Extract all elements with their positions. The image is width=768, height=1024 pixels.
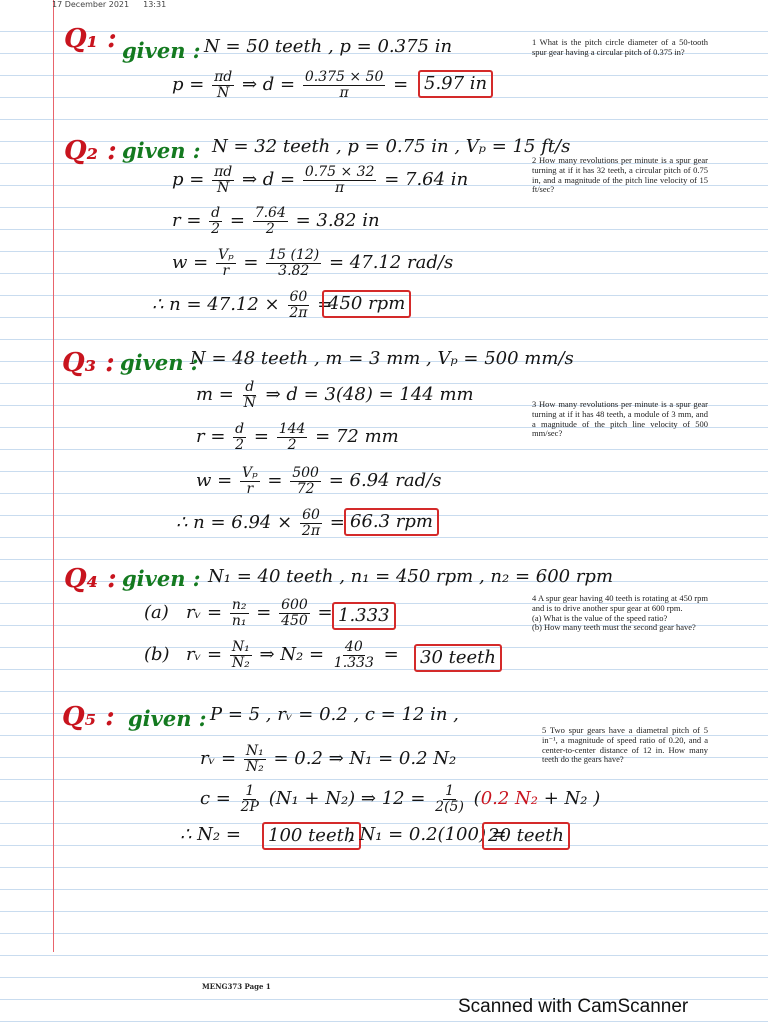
q2-l3-lhs: w = [172,252,209,274]
q5-l2-f2-den: 2(5) [435,798,464,815]
q5-line-2 [200,784,600,814]
q2-l2-result: = 3.82 in [295,210,380,232]
q4-part-b [186,640,399,670]
q4-b-f1-den: N₂ [231,654,250,671]
q2-l1-mid: ⇒ d = [241,169,296,191]
q4-b-f1-num: N₁ [231,639,250,655]
q5-l1-f-num: N₁ [245,743,264,759]
q5-l2-fraction-2 [433,784,466,814]
q3-l4-fraction [300,508,322,538]
q4-a-f1-den: n₁ [231,612,247,629]
q4-a-f2-num: 600 [281,597,308,613]
page-footer: MENG373 Page 1 [202,982,271,991]
q3-l3-f1-num: Vₚ [241,465,258,481]
q1-eq-mid: ⇒ d = [241,74,296,96]
q4-answer-b-box: 30 teeth [414,644,502,672]
q5-l2-lhs: c = [200,788,231,810]
q2-line-2 [172,206,380,236]
q5-l1-fraction [244,744,266,774]
q4-a-equals: = [256,602,272,624]
q3-l2-lhs: r = [196,426,226,448]
q1-eq-lhs: p = [172,74,205,96]
q3-l3-fraction-2 [290,466,321,496]
q4-b-fraction-1 [230,640,252,670]
q2-l1-result: = 7.64 in [384,169,469,191]
q5-l1-lhs: rᵥ = [200,748,237,770]
q5-l2-red-term: 0.2 N₂ [480,788,539,810]
q4-part-b-label: (b) [144,644,170,665]
q1-eq-fraction-2 [303,70,386,100]
q3-problem-text: 3 How many revolutions per minute is a spur gear turning at if it has 48 teeth, a module of 3 mm, and a magnitude of the pitch line velocity of 500 mm/sec? [532,399,708,439]
q2-l2-f1-num: d [211,205,221,221]
q3-answer-box: 66.3 rpm [344,508,439,536]
q3-l2-f2-den: 2 [287,436,297,453]
q1-eq-f1-den: N [217,84,230,101]
q2-l4-lhs: ∴ n = 47.12 × [152,294,280,316]
q4-problem-text [532,594,708,633]
q3-l4-f-den: 2π [301,522,321,539]
q5-given-label: given : [128,706,207,731]
q2-l3-f2-num: 15 (12) [268,247,320,263]
q4-b-f2-den: 1.333 [333,654,374,671]
q3-l3-f2-num: 500 [292,465,319,481]
q4-b-equals: = [383,644,399,666]
q3-l2-f2-num: 144 [278,421,306,437]
q3-line-1 [196,380,474,410]
q3-l2-f1-num: d [235,421,245,437]
q2-l1-f2-num: 0.75 × 32 [304,164,375,180]
q1-eq-equals: = [393,74,409,96]
q4-a-fraction-2 [279,598,310,628]
q1-eq-f2-num: 0.375 × 50 [304,69,384,85]
q2-l4-fraction [287,290,309,320]
q2-l2-fraction-2 [253,206,288,236]
q2-l4-equals: = [317,294,333,316]
q2-given-values: N = 32 teeth , p = 0.75 in , Vₚ = 15 ft/s [212,136,571,157]
q4-a-f2-den: 450 [281,612,308,629]
q4-label: Q₄ : [64,564,117,594]
q2-l2-f2-num: 7.64 [254,205,286,221]
q1-problem-text: 1 What is the pitch circle diameter of a 50-tooth spur gear having a circular pitch of 0.375 in? [532,37,708,57]
header-time: 13:31 [143,0,167,9]
q5-answer-1-box: 100 teeth [262,822,361,850]
q4-a-lhs: rᵥ = [186,602,223,624]
q3-given-label: given : [120,350,199,375]
q5-problem-text: 5 Two spur gears have a diametral pitch of 5 in⁻¹, a magnitude of speed ratio of 0.20, and a center-to-center distance of 12 in. How many teeth do the gears have? [542,725,708,765]
q3-l3-f2-den: 72 [296,480,315,497]
q4-part-a-label: (a) [144,602,169,623]
q4-b-lhs: rᵥ = [186,644,223,666]
q2-l2-f2-den: 2 [265,220,275,237]
q2-l2-equals: = [229,210,245,232]
q3-l3-result: = 6.94 rad/s [328,470,442,492]
q5-answer-2-box: 20 teeth [482,822,570,850]
q5-l3-mid: , N₁ = 0.2(100) = [348,824,507,845]
q3-l1-fraction [242,380,258,410]
q3-given-values: N = 48 teeth , m = 3 mm , Vₚ = 500 mm/s [190,348,574,369]
q3-l4-lhs: ∴ n = 6.94 × [176,512,293,534]
q3-l1-lhs: m = [196,384,234,406]
q1-label: Q₁ : [64,24,117,54]
q2-l1-fraction-2 [303,165,377,195]
q2-l1-lhs: p = [172,169,205,191]
q5-given-values: P = 5 , rᵥ = 0.2 , c = 12 in , [210,704,459,725]
q3-l2-fraction-2 [277,422,308,452]
q3-l2-fraction-1 [233,422,246,452]
q1-eq-f2-den: π [339,84,349,101]
q4-a-f1-num: n₂ [231,597,247,613]
q3-l3-equals: = [267,470,283,492]
q4-part-a [186,598,333,628]
q2-line-3 [172,248,453,278]
q5-l2-mid: (N₁ + N₂) ⇒ 12 = [268,788,426,810]
q3-l3-lhs: w = [196,470,233,492]
header-date: 17 December 2021 [52,0,130,9]
q5-l2-f2-num: 1 [445,783,454,799]
q2-l3-f1-den: r [222,262,230,279]
q5-l2-f1-num: 1 [245,783,255,799]
q2-l3-result: = 47.12 rad/s [328,252,454,274]
q5-l3-lhs: ∴ N₂ = [180,824,241,845]
q2-l1-fraction-1 [212,165,234,195]
q4-b-fraction-2 [332,640,376,670]
q3-l3-fraction-1 [240,466,260,496]
q3-label: Q₃ : [62,348,115,378]
q1-answer-box: 5.97 in [418,70,493,98]
q2-answer-box: 450 rpm [322,290,411,318]
q2-l3-f2-den: 3.82 [278,262,310,279]
page-header [52,0,166,9]
q3-line-3 [196,466,441,496]
q4-problem-part-b: (b) How many teeth must the second gear have? [532,622,696,633]
q3-line-4 [176,508,345,538]
q1-given-label: given : [122,38,201,63]
q3-l1-result: ⇒ d = 3(48) = 144 mm [265,384,474,406]
q3-l2-equals: = [253,426,269,448]
q5-line-1 [200,744,456,774]
q1-given-values: N = 50 teeth , p = 0.375 in [204,36,453,57]
q5-l2-f1-den: 2P [240,798,259,815]
q2-l2-f1-den: 2 [211,220,221,237]
q2-l3-f1-num: Vₚ [217,247,234,263]
scanner-watermark: Scanned with CamScanner [458,996,689,1017]
q2-l2-lhs: r = [172,210,202,232]
q4-a-equals-2: = [317,602,333,624]
q2-l3-fraction-1 [216,248,236,278]
q2-line-4 [152,290,332,320]
q5-l1-f-den: N₂ [245,758,264,775]
q5-l2-paren: ( [473,788,481,810]
q2-label: Q₂ : [64,136,117,166]
q2-l2-fraction-1 [209,206,222,236]
q2-l1-f1-den: N [217,179,230,196]
q3-l4-equals: = [329,512,345,534]
q5-l2-tail: + N₂ ) [543,788,601,810]
q1-equation [172,70,408,100]
margin-line [53,0,54,952]
q2-l3-fraction-2 [266,248,321,278]
q5-label: Q₅ : [62,702,115,732]
q3-l1-f-num: d [245,379,255,395]
q4-given-label: given : [122,566,201,591]
q1-eq-fraction-1 [212,70,234,100]
q3-l1-f-den: N [243,394,256,411]
q3-l2-result: = 72 mm [315,426,399,448]
q4-answer-a-box: 1.333 [332,602,396,630]
q4-a-fraction-1 [230,598,249,628]
q2-l4-f-num: 60 [289,289,308,305]
q4-given-values: N₁ = 40 teeth , n₁ = 450 rpm , n₂ = 600 rpm [208,566,614,587]
q5-l2-fraction-1 [239,784,261,814]
q4-problem-main: 4 A spur gear having 40 teeth is rotating at 450 rpm and is to drive another spur gear at 600 rpm. [532,593,708,613]
q2-line-1 [172,165,468,195]
q2-l1-f2-den: π [335,179,345,196]
q3-line-2 [196,422,399,452]
q4-b-f2-num: 40 [344,639,363,655]
q1-eq-f1-num: πd [214,69,233,85]
q5-l1-result: = 0.2 ⇒ N₁ = 0.2 N₂ [273,748,457,770]
q2-problem-text: 2 How many revolutions per minute is a spur gear turning at if it has 32 teeth, a circular pitch of 0.75 in, and a magnitude of the pitch line velocity of 15 ft/sec? [532,155,708,195]
q4-problem-part-a: (a) What is the value of the speed ratio? [532,612,668,623]
q2-l3-equals: = [243,252,259,274]
q3-l2-f1-den: 2 [235,436,245,453]
q2-l4-f-den: 2π [289,304,308,321]
q4-b-mid: ⇒ N₂ = [259,644,325,666]
q3-l3-f1-den: r [246,480,254,497]
q2-given-label: given : [122,138,201,163]
q3-l4-f-num: 60 [302,507,320,523]
q2-l1-f1-num: πd [214,164,233,180]
